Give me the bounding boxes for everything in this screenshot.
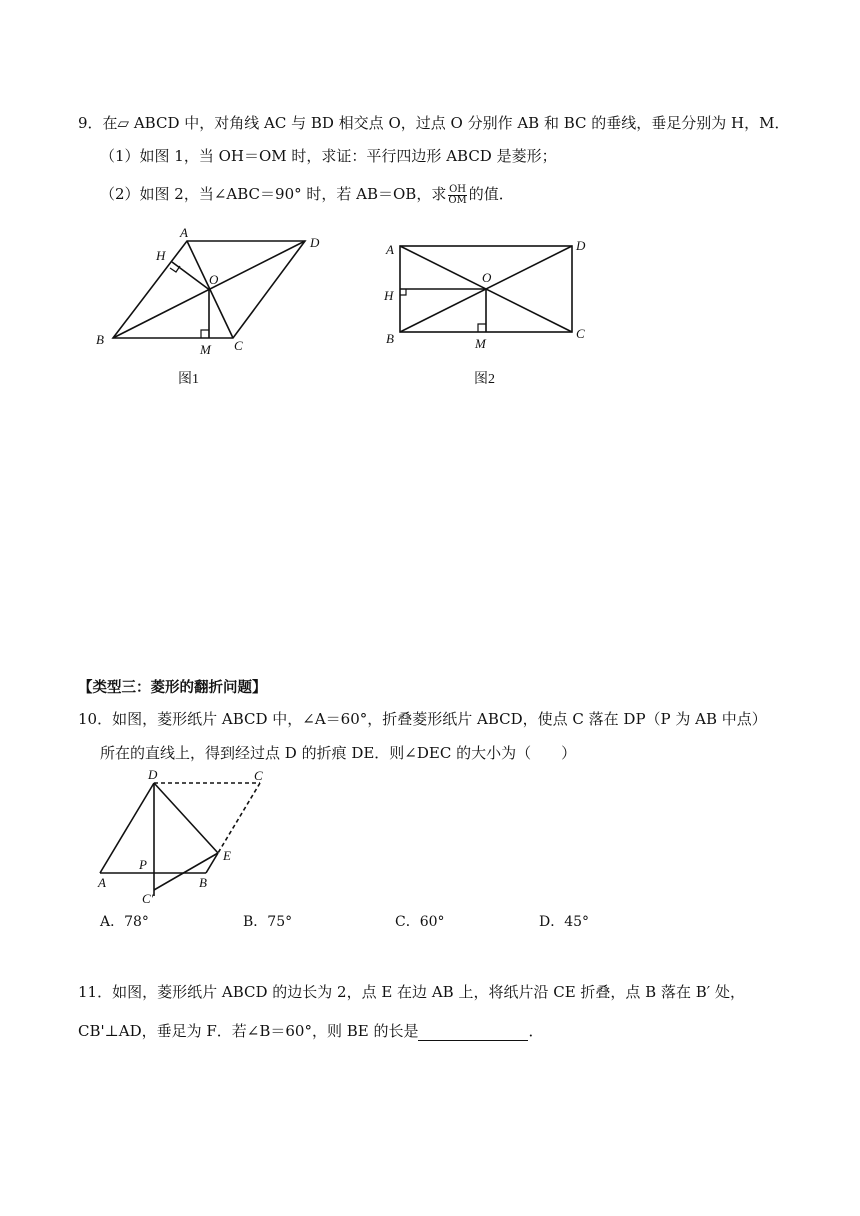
label-o: O: [482, 270, 492, 285]
figure-1-caption: 图1: [178, 372, 199, 387]
label-b: B: [199, 875, 207, 890]
figure-2-rectangle: [378, 228, 598, 358]
q11-line2: [78, 1021, 543, 1041]
q11-line1: 11．如图，菱形纸片 ABCD 的边长为 2，点 E 在边 AB 上，将纸片沿 CE 折叠，点 B 落在 B′ 处，: [78, 983, 745, 1001]
q9-fraction: [447, 185, 467, 206]
section-heading: 【类型三：菱形的翻折问题】: [78, 680, 267, 696]
q10-option-d: D．45°: [539, 914, 590, 930]
label-c: C: [234, 338, 243, 353]
q10-option-b: B．75°: [243, 914, 293, 930]
right-angle-h: [400, 289, 406, 295]
fraction-numerator: OH: [449, 183, 467, 195]
figure-2-caption: 图2: [474, 372, 495, 387]
label-m: M: [475, 336, 486, 351]
q10-line1: 10．如图，菱形纸片 ABCD 中，∠A＝60°，折叠菱形纸片 ABCD，使点 C 落在 DP（P 为 AB 中点）: [78, 710, 767, 728]
label-m: M: [200, 342, 211, 357]
fraction-denominator: OM: [448, 194, 467, 206]
label-o: O: [209, 272, 219, 287]
q10-figure: [92, 766, 282, 906]
figure-1-parallelogram: [90, 222, 340, 362]
label-d: D: [310, 235, 320, 250]
label-a: A: [98, 875, 106, 890]
crease-de: [154, 783, 218, 853]
q9-part2-before: （2）如图 2，当∠ABC＝90° 时，若 AB＝OB，求: [100, 185, 447, 203]
segment-ec-prime: [154, 853, 218, 890]
label-d: D: [148, 767, 158, 782]
label-b: B: [386, 331, 394, 346]
right-angle-m: [201, 330, 209, 338]
label-c: C: [254, 768, 263, 783]
label-h: H: [384, 288, 394, 303]
label-p: P: [139, 857, 147, 872]
label-b: B: [96, 332, 104, 347]
label-e: E: [223, 848, 231, 863]
answer-blank[interactable]: [418, 1024, 528, 1041]
label-a: A: [180, 225, 188, 240]
q9-part2: [100, 184, 514, 206]
q10-option-c: C．60°: [395, 914, 445, 930]
dashed-ce: [218, 783, 260, 853]
q11-line2-before: CB'⊥AD，垂足为 F．若∠B＝60°，则 BE 的长是: [78, 1022, 419, 1040]
q10-option-a: A．78°: [100, 914, 149, 930]
q9-part2-after: 的值．: [468, 185, 514, 203]
q9-part1: （1）如图 1，当 OH＝OM 时，求证：平行四边形 ABCD 是菱形；: [100, 147, 557, 165]
label-d: D: [576, 238, 586, 253]
q10-line2: 所在的直线上，得到经过点 D 的折痕 DE．则∠DEC 的大小为（ ）: [100, 744, 577, 762]
label-a: A: [386, 242, 394, 257]
label-c-prime: C′: [142, 891, 154, 906]
q11-line2-after: ．: [528, 1022, 544, 1040]
label-h: H: [156, 248, 166, 263]
right-angle-m: [478, 324, 486, 332]
q9-stem: 9．在▱ ABCD 中，对角线 AC 与 BD 相交点 O，过点 O 分别作 AB 和 BC 的垂线，垂足分别为 H，M．: [78, 114, 790, 132]
label-c: C: [576, 326, 585, 341]
